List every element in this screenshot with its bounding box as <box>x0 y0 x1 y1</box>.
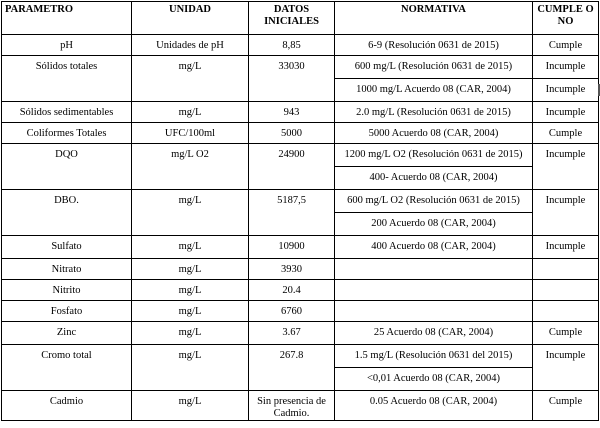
cell-parametro: Cadmio <box>2 391 132 421</box>
cell-unidad: Unidades de pH <box>132 35 249 56</box>
cell-cumple: Incumple <box>533 190 599 236</box>
table-row <box>2 35 599 56</box>
cell-parametro: Coliformes Totales <box>2 123 132 144</box>
cell-unidad: mg/L <box>132 102 249 123</box>
cell-cumple: Incumple <box>533 144 599 190</box>
cell-datos: 24900 <box>249 144 335 190</box>
cell-parametro: DBO. <box>2 190 132 236</box>
cell-parametro: Nitrato <box>2 259 132 280</box>
cell-cumple: Cumple <box>533 391 599 421</box>
table-row <box>2 56 599 79</box>
cell-datos: 10900 <box>249 236 335 259</box>
cell-normativa: 0.05 Acuerdo 08 (CAR, 2004) <box>335 391 533 421</box>
cell-normativa: 400- Acuerdo 08 (CAR, 2004) <box>335 167 533 190</box>
cell-unidad: UFC/100ml <box>132 123 249 144</box>
cell-normativa: 25 Acuerdo 08 (CAR, 2004) <box>335 322 533 345</box>
header-datos-iniciales: DATOS INICIALES <box>249 2 335 35</box>
cell-normativa <box>335 280 533 301</box>
cell-parametro: pH <box>2 35 132 56</box>
table-row <box>2 123 599 144</box>
cell-datos: 6760 <box>249 301 335 322</box>
cell-unidad: mg/L <box>132 345 249 391</box>
cell-normativa <box>335 259 533 280</box>
cell-parametro: Fosfato <box>2 301 132 322</box>
table-row <box>2 301 599 322</box>
cell-datos: 943 <box>249 102 335 123</box>
cell-parametro: Sólidos sedimentables <box>2 102 132 123</box>
cell-unidad: mg/L <box>132 190 249 236</box>
cell-datos: 267.8 <box>249 345 335 391</box>
cell-cumple: Incumple <box>533 56 599 79</box>
parametros-table <box>1 1 599 421</box>
cell-unidad: mg/L O2 <box>132 144 249 190</box>
cell-unidad: mg/L <box>132 56 249 102</box>
cell-normativa: 1200 mg/L O2 (Resolución 0631 de 2015) <box>335 144 533 167</box>
cell-normativa: 2.0 mg/L (Resolución 0631 de 2015) <box>335 102 533 123</box>
cell-normativa: 600 mg/L O2 (Resolución 0631 de 2015) <box>335 190 533 213</box>
table-row <box>2 102 599 123</box>
cell-normativa: <0,01 Acuerdo 08 (CAR, 2004) <box>335 368 533 391</box>
header-parametro: PARAMETRO <box>2 2 132 35</box>
cell-cumple: Incumple <box>533 79 599 102</box>
cell-normativa <box>335 301 533 322</box>
table-row <box>2 280 599 301</box>
table-row <box>2 345 599 368</box>
cell-parametro: Zinc <box>2 322 132 345</box>
cell-normativa: 5000 Acuerdo 08 (CAR, 2004) <box>335 123 533 144</box>
table-row <box>2 259 599 280</box>
cell-parametro: Sulfato <box>2 236 132 259</box>
cell-unidad: mg/L <box>132 280 249 301</box>
header-unidad: UNIDAD <box>132 2 249 35</box>
cell-cumple <box>533 259 599 280</box>
cell-unidad: mg/L <box>132 259 249 280</box>
cell-cumple: Incumple <box>533 236 599 259</box>
cell-unidad: mg/L <box>132 301 249 322</box>
header-cumple: CUMPLE O NO <box>533 2 599 35</box>
table-row <box>2 144 599 167</box>
cell-datos: 5187,5 <box>249 190 335 236</box>
table-row <box>2 190 599 213</box>
cell-normativa: 1000 mg/L Acuerdo 08 (CAR, 2004) <box>335 79 533 102</box>
table-row <box>2 391 599 421</box>
cell-datos: 20.4 <box>249 280 335 301</box>
cell-datos: 5000 <box>249 123 335 144</box>
table-row <box>2 236 599 259</box>
cell-datos: 33030 <box>249 56 335 102</box>
cell-parametro: DQO <box>2 144 132 190</box>
cell-datos: 8,85 <box>249 35 335 56</box>
table-row <box>2 322 599 345</box>
cell-parametro: Nitrito <box>2 280 132 301</box>
header-row <box>2 2 599 35</box>
cell-cumple: Cumple <box>533 322 599 345</box>
cell-cumple: Incumple <box>533 345 599 391</box>
cell-normativa: 6-9 (Resolución 0631 de 2015) <box>335 35 533 56</box>
cell-datos: Sin presencia de Cadmio. <box>249 391 335 421</box>
cell-unidad: mg/L <box>132 236 249 259</box>
cell-cumple: Incumple <box>533 102 599 123</box>
cell-cumple <box>533 301 599 322</box>
cell-cumple <box>533 280 599 301</box>
cell-normativa: 400 Acuerdo 08 (CAR, 2004) <box>335 236 533 259</box>
cell-parametro: Cromo total <box>2 345 132 391</box>
header-normativa: NORMATIVA <box>335 2 533 35</box>
cell-normativa: 1.5 mg/L (Resolución 0631 del 2015) <box>335 345 533 368</box>
cell-datos: 3.67 <box>249 322 335 345</box>
cell-datos: 3930 <box>249 259 335 280</box>
cell-normativa: 600 mg/L (Resolución 0631 de 2015) <box>335 56 533 79</box>
cell-normativa: 200 Acuerdo 08 (CAR, 2004) <box>335 213 533 236</box>
cell-unidad: mg/L <box>132 322 249 345</box>
cell-cumple: Cumple <box>533 123 599 144</box>
cell-unidad: mg/L <box>132 391 249 421</box>
cell-cumple: Cumple <box>533 35 599 56</box>
cell-parametro: Sólidos totales <box>2 56 132 102</box>
